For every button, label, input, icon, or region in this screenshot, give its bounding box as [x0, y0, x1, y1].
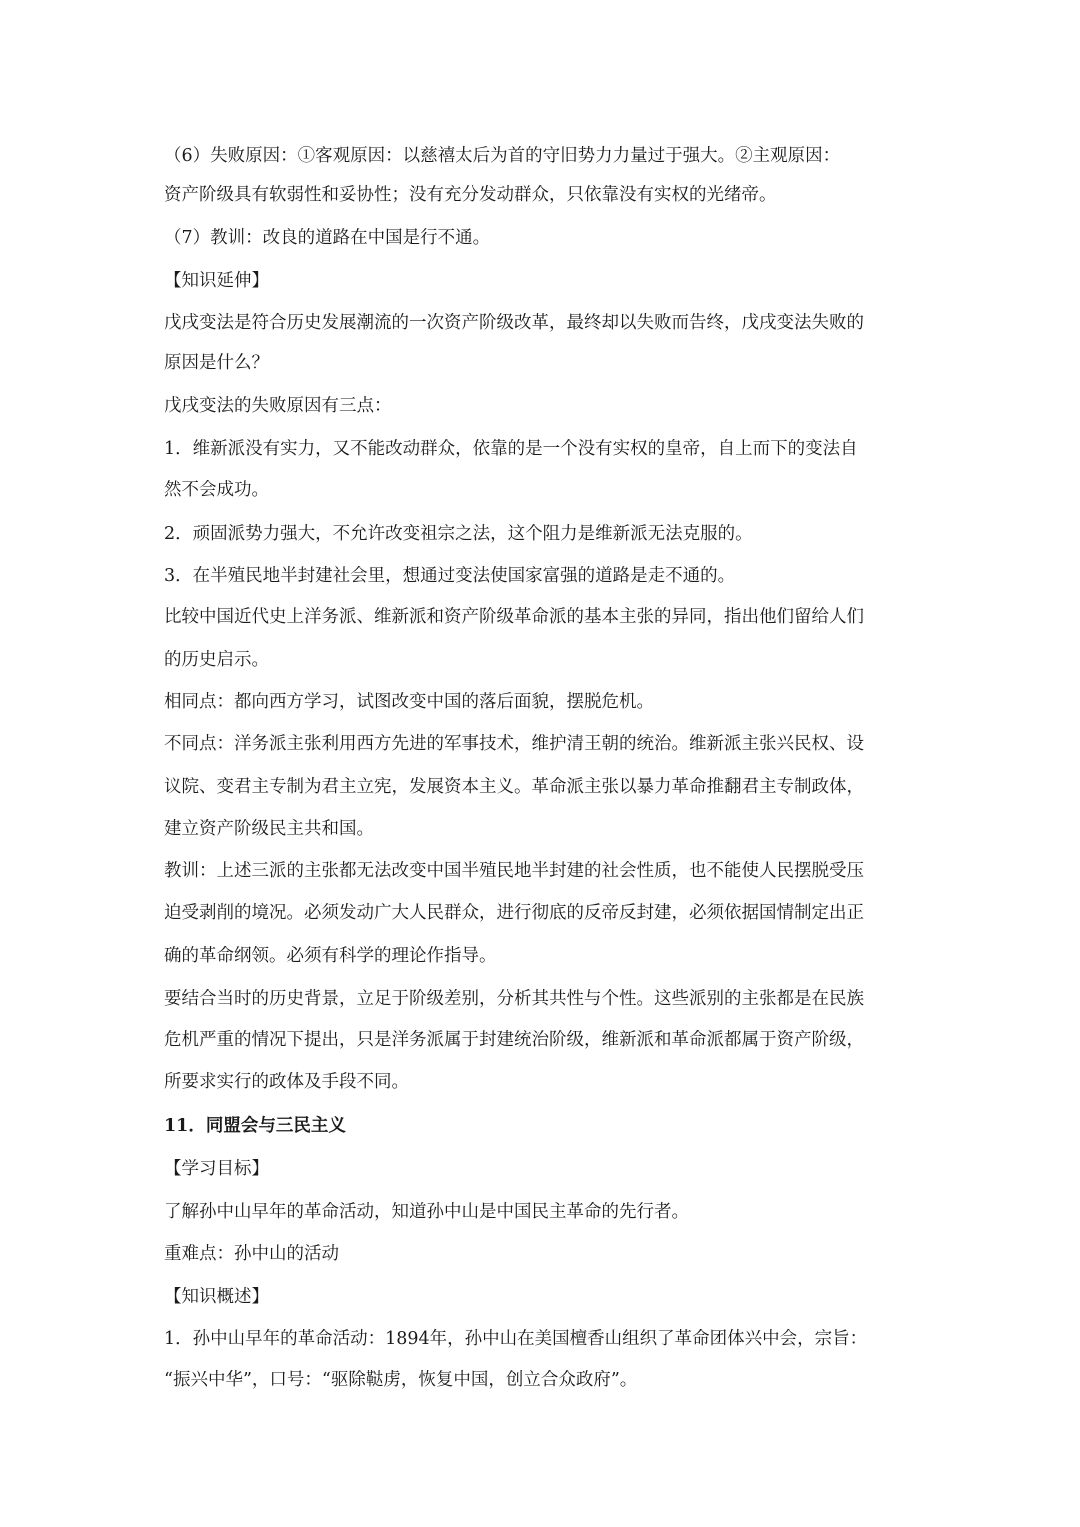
- lessons-line-3: 确的革命纲领。必须有科学的理论作指导。: [164, 946, 497, 966]
- differences-line-2: 议院、变君主专制为君主立宪，发展资本主义。革命派主张以暴力革命推翻君主专制政体，: [164, 777, 864, 797]
- comparison-question-line-2: 的历史启示。: [164, 650, 269, 670]
- overview-line-2: “振兴中华”，口号：“驱除鞑虏，恢复中国，创立合众政府”。: [164, 1370, 638, 1390]
- reason-2: 2．顽固派势力强大，不允许改变祖宗之法，这个阻力是维新派无法克服的。: [164, 524, 753, 544]
- question-line-2: 原因是什么？: [164, 353, 269, 373]
- reason-3: 3．在半殖民地半封建社会里，想通过变法使国家富强的道路是走不通的。: [164, 566, 736, 586]
- section-heading-knowledge-extension: 【知识延伸】: [164, 271, 269, 291]
- question-line-1: 戊戌变法是符合历史发展潮流的一次资产阶级改革，最终却以失败而告终，戊戌变法失败的: [164, 313, 864, 333]
- comparison-question-line-1: 比较中国近代史上洋务派、维新派和资产阶级革命派的基本主张的异同，指出他们留给人们: [164, 607, 864, 627]
- section-heading-learning-goals: 【学习目标】: [164, 1159, 269, 1179]
- analysis-line-1: 要结合当时的历史背景，立足于阶级差别，分析其共性与个性。这些派别的主张都是在民族: [164, 989, 864, 1009]
- overview-line-1: 1．孙中山早年的革命活动：1894年，孙中山在美国檀香山组织了革命团体兴中会，宗旨：: [164, 1329, 868, 1349]
- reason-1-line-2: 然不会成功。: [164, 480, 269, 500]
- differences-line-1: 不同点：洋务派主张利用西方先进的军事技术，维护清王朝的统治。维新派主张兴民权、设: [164, 734, 864, 754]
- failure-reasons-line-2: 资产阶级具有软弱性和妥协性；没有充分发动群众，只依靠没有实权的光绪帝。: [164, 185, 777, 205]
- learning-goal: 了解孙中山早年的革命活动，知道孙中山是中国民主革命的先行者。: [164, 1202, 689, 1222]
- chapter-heading: 11．同盟会与三民主义: [164, 1116, 346, 1136]
- differences-line-3: 建立资产阶级民主共和国。: [164, 819, 374, 839]
- key-points: 重难点：孙中山的活动: [164, 1244, 339, 1264]
- failure-reasons-line-1: （6）失败原因：①客观原因：以慈禧太后为首的守旧势力力量过于强大。②主观原因：: [164, 146, 841, 166]
- lesson-line: （7）教训：改良的道路在中国是行不通。: [164, 228, 491, 248]
- section-heading-knowledge-overview: 【知识概述】: [164, 1287, 269, 1307]
- reason-1-line-1: 1．维新派没有实力，又不能改动群众，依靠的是一个没有实权的皇帝，自上而下的变法自: [164, 439, 858, 459]
- lessons-line-1: 教训：上述三派的主张都无法改变中国半殖民地半封建的社会性质，也不能使人民摆脱受压: [164, 861, 864, 881]
- lessons-line-2: 迫受剥削的境况。必须发动广大人民群众，进行彻底的反帝反封建，必须依据国情制定出正: [164, 903, 864, 923]
- analysis-line-3: 所要求实行的政体及手段不同。: [164, 1072, 409, 1092]
- answer-intro: 戊戌变法的失败原因有三点：: [164, 396, 392, 416]
- analysis-line-2: 危机严重的情况下提出，只是洋务派属于封建统治阶级，维新派和革命派都属于资产阶级，: [164, 1030, 864, 1050]
- similarities: 相同点：都向西方学习，试图改变中国的落后面貌，摆脱危机。: [164, 692, 654, 712]
